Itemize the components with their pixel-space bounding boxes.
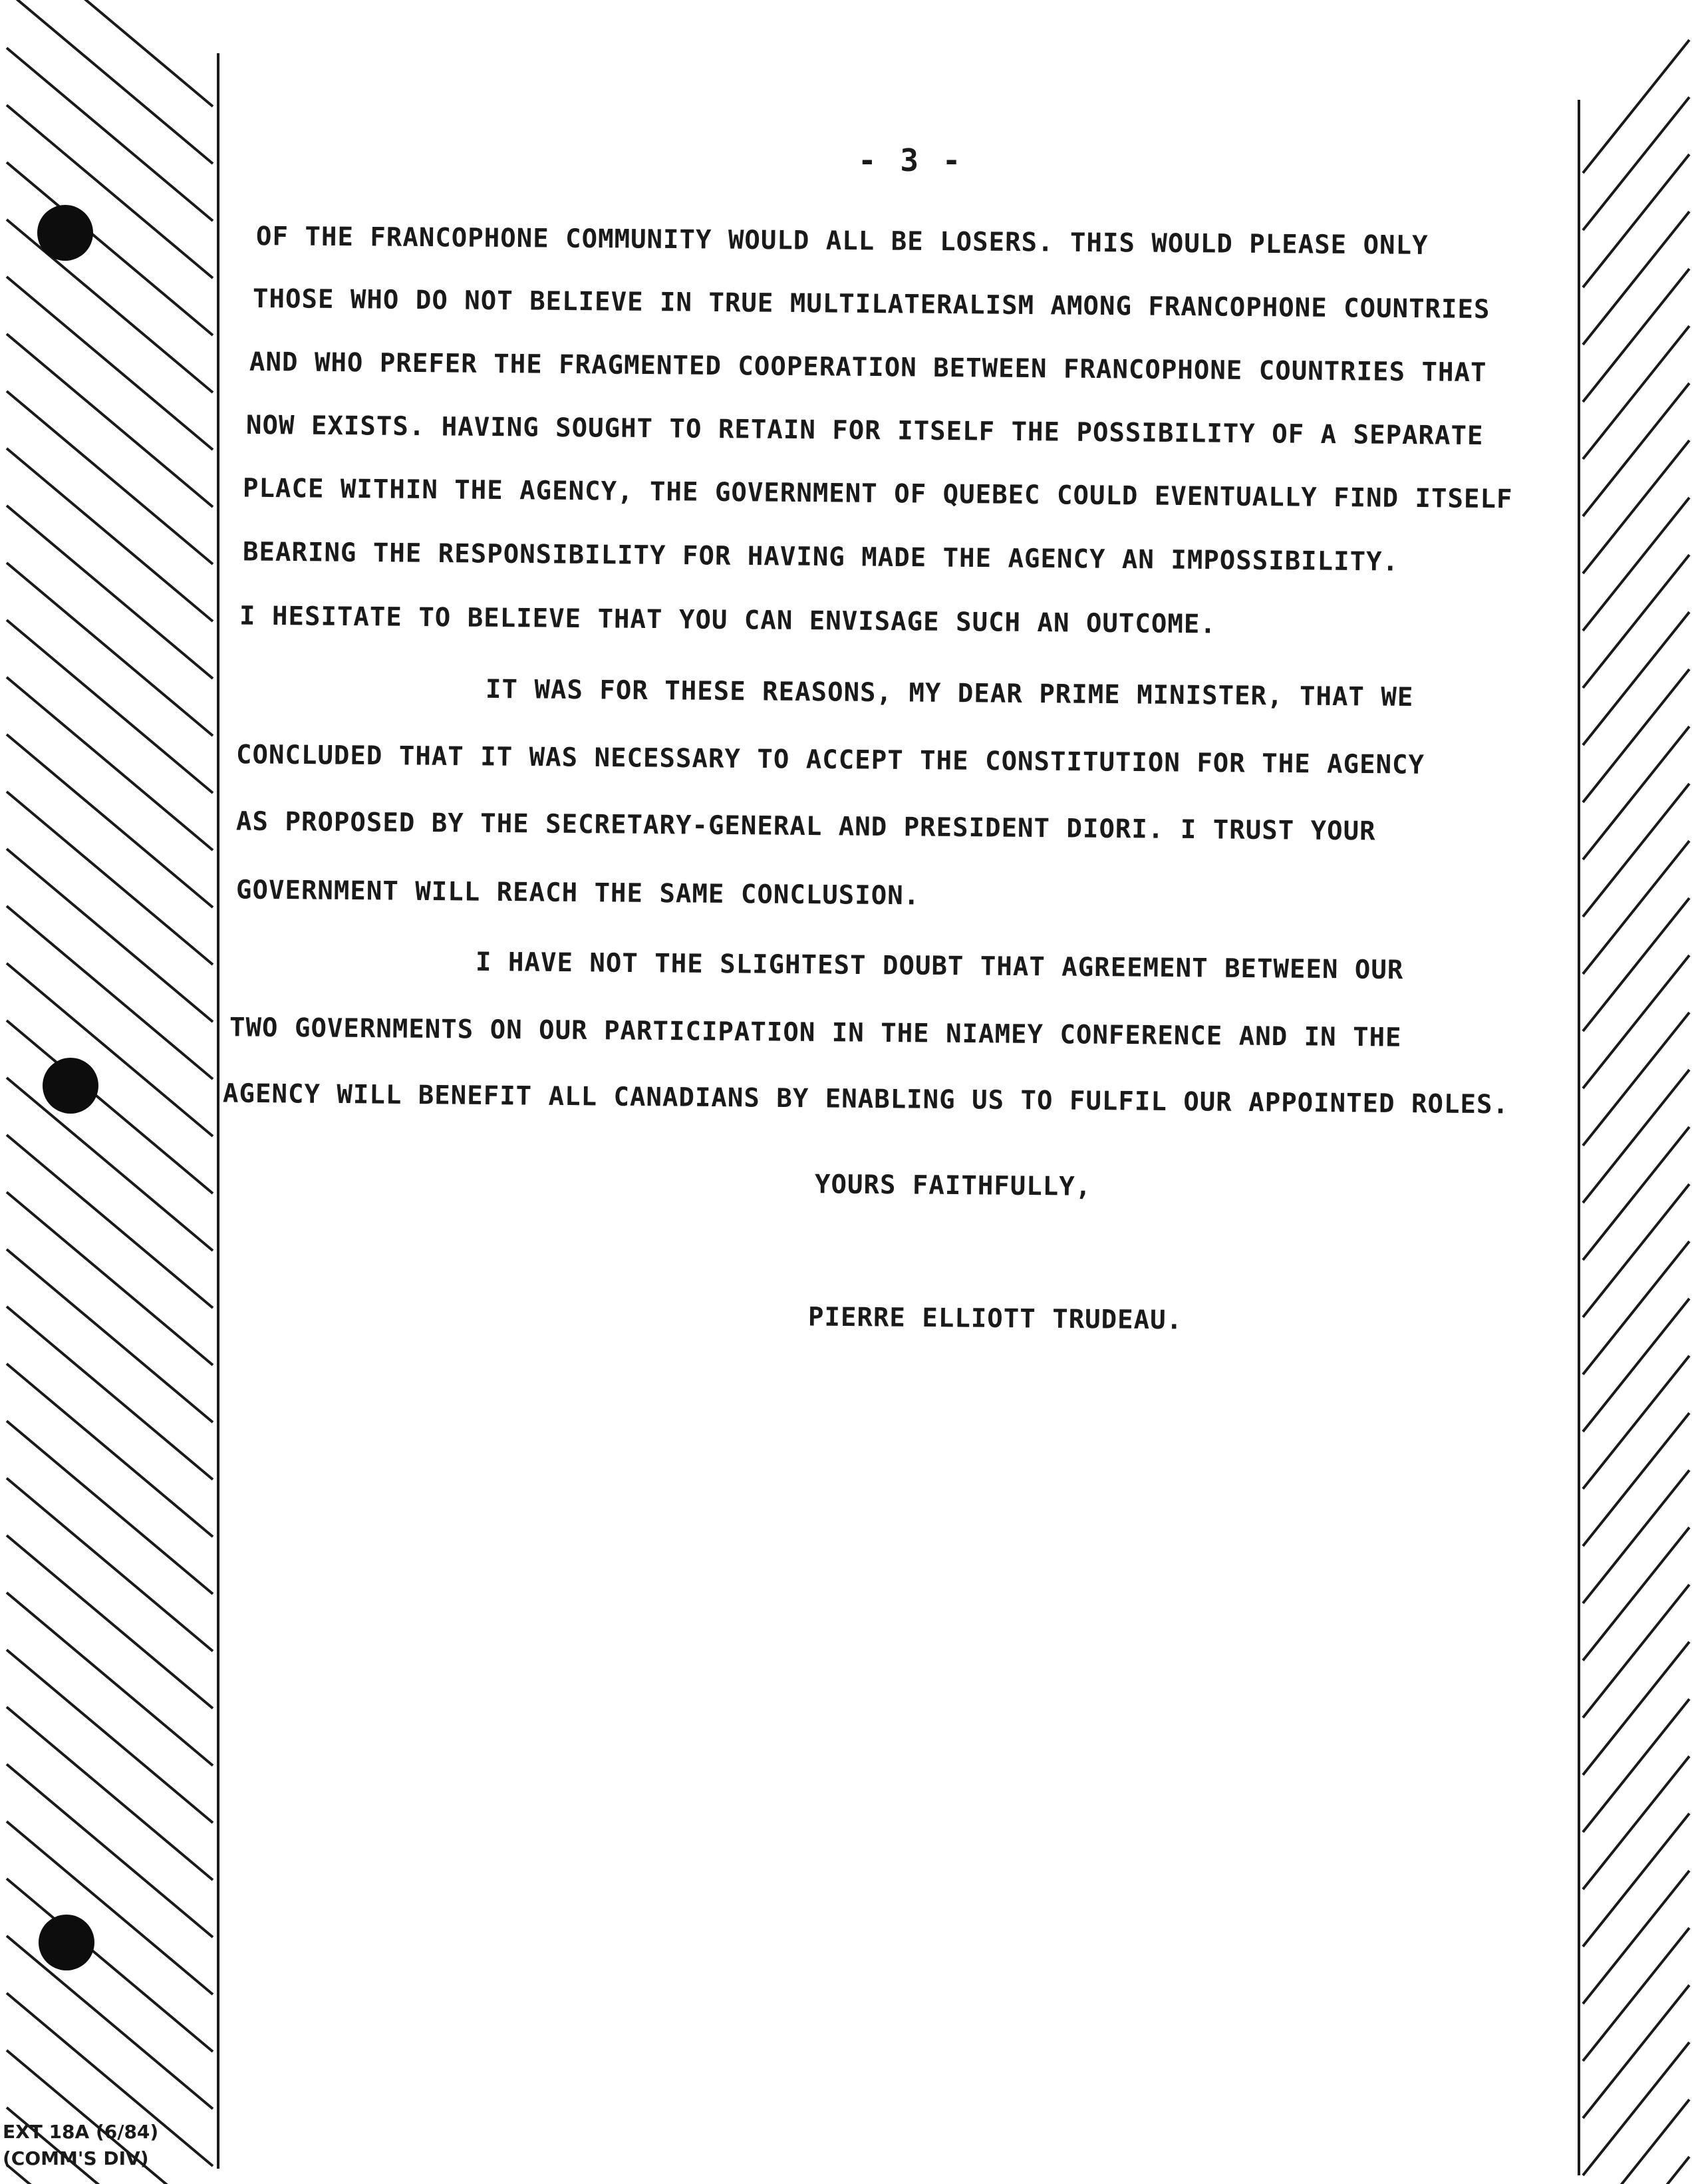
hatch-line [7,1879,213,2052]
hatch-line [7,1535,213,1708]
hatch-line [7,1821,213,1994]
hatch-line [7,1936,213,2109]
hatch-line [7,1421,213,1594]
hatch-line [7,1078,213,1251]
hatch-line [1583,669,1689,802]
hatch-line [7,48,213,221]
hatch-line [1583,212,1689,345]
hatch-line [7,1192,213,1365]
hatch-line [1583,1871,1689,2004]
hatch-line [7,1020,213,1193]
hatch-line [1583,1356,1689,1489]
hatch-line [7,963,213,1136]
text-line: THOSE WHO DO NOT BELIEVE IN TRUE MULTILATERALISM AMONG FRANCOPHONE COUNTRIES [252,283,1490,325]
right-hatched-margin [1530,0,1692,2184]
hatch-line [1583,841,1689,974]
hatch-line [7,334,213,507]
hatch-line [1583,2100,1689,2184]
page-number: - 3 - [858,142,964,178]
hatch-line [7,1249,213,1422]
hatch-line [1583,1756,1689,1889]
hatch-line [1583,2157,1689,2184]
hatch-line [1583,154,1689,287]
hatch-line [1583,1070,1689,1203]
hatch-line [1583,1928,1689,2061]
hatch-line [1583,612,1689,745]
hatch-line [7,162,213,335]
hatch-line [1583,498,1689,631]
hatch-line [1583,40,1689,173]
hatch-line [1583,555,1689,688]
hatch-line [7,391,213,564]
hatch-line [1583,784,1689,917]
hatch-line [7,906,213,1079]
left-margin-edge [217,53,219,2169]
text-line: AND WHO PREFER THE FRAGMENTED COOPERATION BETWEEN FRANCOPHONE COUNTRIES THAT [249,347,1487,389]
hatch-line [1583,1013,1689,1146]
hatch-line [7,849,213,1022]
hatch-line [1583,97,1689,230]
hatch-line [1583,955,1689,1088]
hatch-line [1583,1813,1689,1947]
text-line: CONCLUDED THAT IT WAS NECESSARY TO ACCEPT THE CONSTITUTION FOR THE AGENCY [235,740,1425,780]
text-line: I HESITATE TO BELIEVE THAT YOU CAN ENVISAGE SUCH AN OUTCOME. [239,601,1216,640]
hatch-line [7,277,213,450]
hatch-line [7,1707,213,1880]
hatch-line [7,506,213,679]
hatch-line [7,620,213,793]
hatch-line [7,1135,213,1308]
hatch-line [1583,1184,1689,1317]
hatch-line [7,1307,213,1480]
punch-hole-top [37,205,93,261]
text-line: OF THE FRANCOPHONE COMMUNITY WOULD ALL BE LOSERS. THIS WOULD PLEASE ONLY [255,222,1429,261]
hatch-line [1583,440,1689,573]
hatch-line [1583,1470,1689,1603]
left-hatched-margin [0,0,226,2184]
text-line: GOVERNMENT WILL REACH THE SAME CONCLUSION. [235,875,920,911]
hatch-line [7,563,213,736]
text-line: PLACE WITHIN THE AGENCY, THE GOVERNMENT OF QUEBEC COULD EVENTUALLY FIND ITSELF [242,473,1513,515]
hatch-line [7,1650,213,1823]
text-line: BEARING THE RESPONSIBILITY FOR HAVING MADE THE AGENCY AN IMPOSSIBILITY. [242,537,1399,577]
text-line: AGENCY WILL BENEFIT ALL CANADIANS BY ENABLING US TO FULFIL OUR APPOINTED ROLES. [222,1078,1510,1120]
hatch-line [1583,1127,1689,1260]
punch-hole-bottom [39,1915,94,1970]
hatch-line [1583,1241,1689,1374]
hatch-line [1583,1585,1689,1718]
hatch-line [7,792,213,965]
hatch-line [7,1364,213,1537]
signature-name: PIERRE ELLIOTT TRUDEAU. [807,1302,1183,1336]
hatch-line [1583,383,1689,516]
text-line: I HAVE NOT THE SLIGHTEST DOUBT THAT AGREEMENT BETWEEN OUR [475,947,1404,986]
hatch-line [1583,1699,1689,1832]
text-line: AS PROPOSED BY THE SECRETARY-GENERAL AND PRESIDENT DIORI. I TRUST YOUR [235,806,1376,847]
hatch-line [1583,1642,1689,1775]
hatch-line [7,677,213,850]
right-margin-edge [1578,100,1580,2175]
hatch-line [7,734,213,907]
hatch-line [7,448,213,621]
hatch-line [7,105,213,278]
form-stamp-line1: EXT 18A (6/84) [3,2121,159,2143]
text-line: IT WAS FOR THESE REASONS, MY DEAR PRIME MINISTER, THAT WE [485,674,1414,713]
hatch-line [1583,1985,1689,2118]
hatch-line [1583,726,1689,859]
hatch-line [1583,898,1689,1031]
hatch-line [1583,269,1689,402]
hatch-line [1583,1527,1689,1660]
hatch-line [1583,2042,1689,2175]
hatch-line [7,1593,213,1766]
hatch-line [1583,1299,1689,1432]
hatch-line [1583,326,1689,459]
text-line: TWO GOVERNMENTS ON OUR PARTICIPATION IN THE NIAMEY CONFERENCE AND IN THE [229,1013,1402,1053]
hatch-line [7,220,213,392]
hatch-line [1583,1413,1689,1546]
hatch-line [7,1764,213,1937]
closing: YOURS FAITHFULLY, [814,1170,1092,1202]
text-line: NOW EXISTS. HAVING SOUGHT TO RETAIN FOR ITSELF THE POSSIBILITY OF A SEPARATE [245,410,1484,452]
form-stamp-line2: (COMM'S DIV) [3,2147,149,2169]
hatch-line [7,2107,213,2184]
hatch-line [7,1478,213,1651]
punch-hole-middle [43,1058,98,1114]
